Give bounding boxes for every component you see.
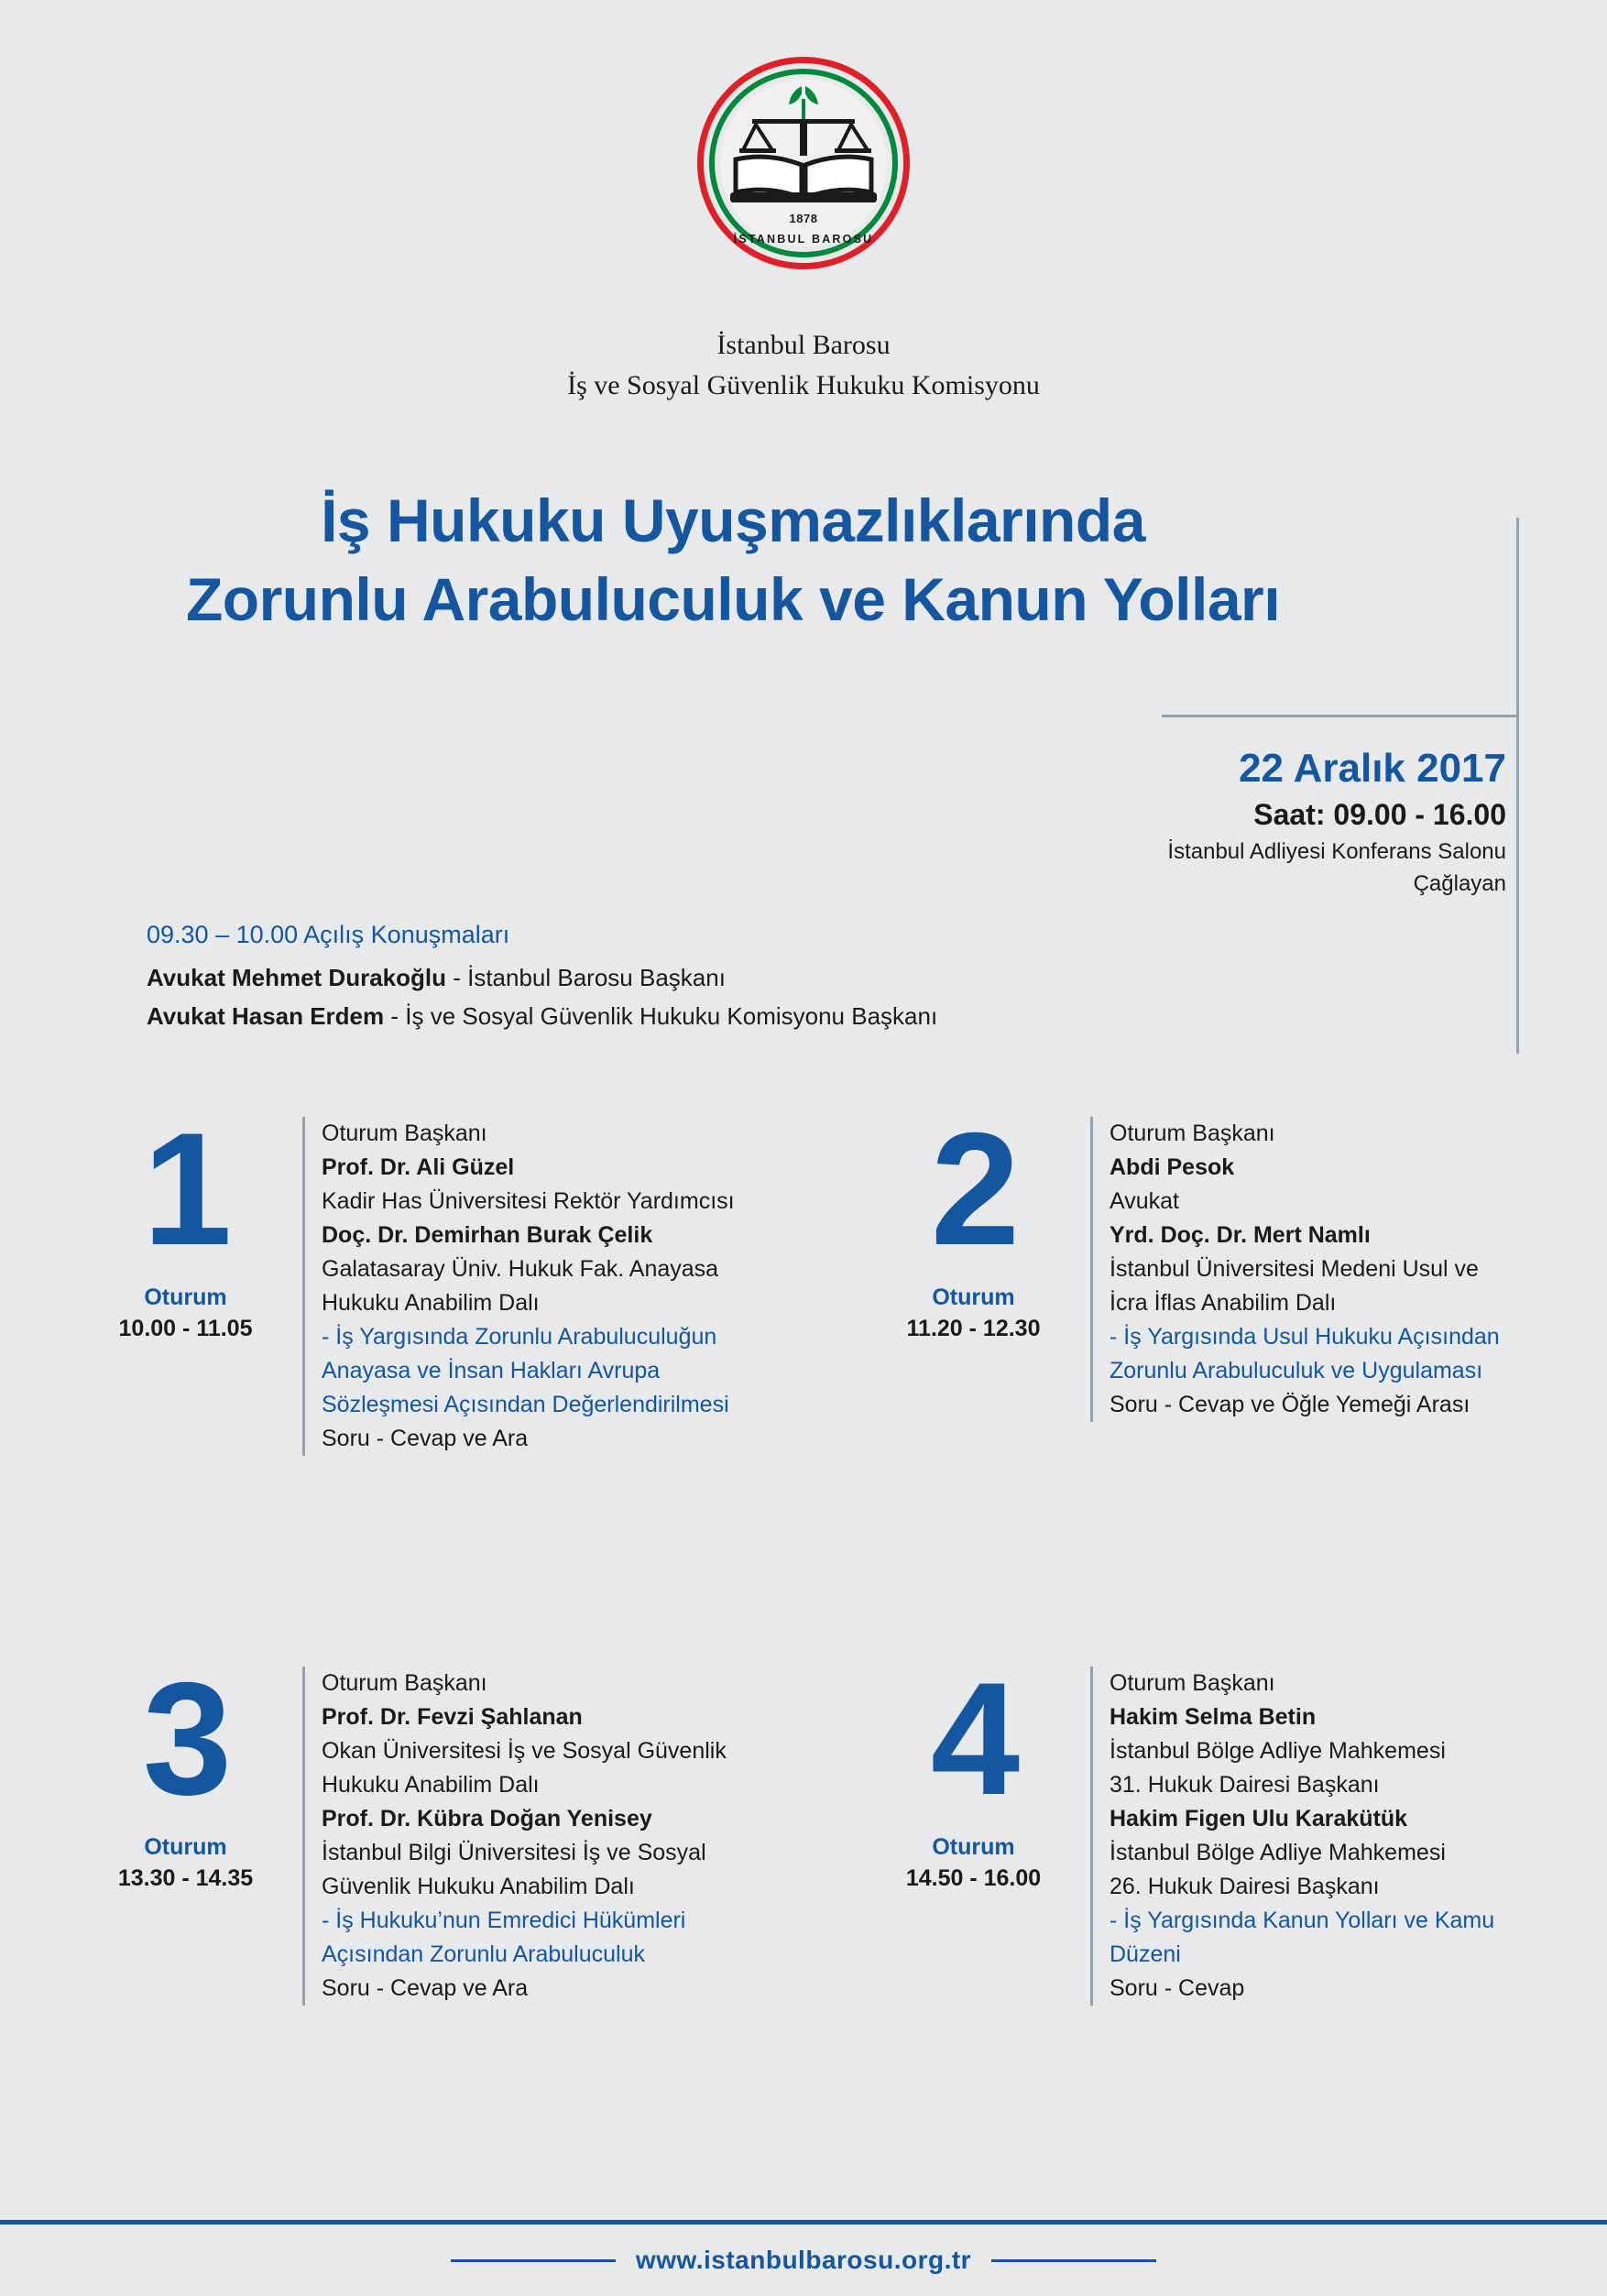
session-line: Sözleşmesi Açısından Değerlendirilmesi [322, 1392, 729, 1417]
footer-rule-left [451, 2259, 616, 2262]
session-line: Galatasaray Üniv. Hukuk Fak. Anayasa [322, 1256, 719, 1282]
session-line: - İş Yargısında Zorunlu Arabuluculuğun [322, 1324, 717, 1350]
session-line: Doç. Dr. Demirhan Burak Çelik [322, 1222, 653, 1248]
session-number: 1 [142, 1100, 229, 1279]
horizontal-divider [1162, 715, 1519, 717]
logo-arc-text: İSTANBUL BAROSU [733, 233, 874, 246]
session-time: 11.20 - 12.30 [906, 1316, 1041, 1341]
session-line: - İş Hukuku’nun Emredici Hükümleri [322, 1908, 686, 1933]
opening-session [147, 916, 937, 1035]
scales-of-justice-icon [721, 79, 886, 216]
session-line: İstanbul Üniversitesi Medeni Usul ve [1110, 1256, 1479, 1282]
event-date: 22 Aralık 2017 [1239, 746, 1506, 791]
footer [0, 2225, 1607, 2296]
sessions-grid [0, 1100, 1607, 2213]
footer-rule-right [991, 2259, 1156, 2262]
commission-name: İş ve Sosyal Güvenlik Hukuku Komisyonu [567, 370, 1040, 400]
session-line: Okan Üniversitesi İş ve Sosyal Güvenlik [322, 1738, 727, 1764]
logo-container [0, 57, 1607, 274]
logo-year: 1878 [789, 212, 818, 225]
page-title [0, 481, 1466, 639]
website-url[interactable]: www.istanbulbarosu.org.tr [635, 2246, 972, 2274]
session-line: İstanbul Bölge Adliye Mahkemesi [1110, 1738, 1446, 1764]
organization-block [0, 325, 1607, 406]
opening-speaker-row [147, 958, 937, 997]
event-venue: İstanbul Adliyesi Konferans Salonu [1167, 839, 1506, 864]
session-label: Oturum [144, 1285, 227, 1310]
session-line: 31. Hukuk Dairesi Başkanı [1110, 1772, 1380, 1798]
session-label: Oturum [932, 1834, 1015, 1860]
organization-name: İstanbul Barosu [716, 330, 891, 360]
opening-speaker-role: - İstanbul Barosu Başkanı [445, 964, 726, 991]
session-line: Abdi Pesok [1110, 1154, 1235, 1180]
session-line: Prof. Dr. Fevzi Şahlanan [322, 1704, 583, 1730]
session-time: 10.00 - 11.05 [118, 1316, 253, 1341]
session-line: Oturum Başkanı [322, 1670, 487, 1696]
opening-heading: 09.30 – 10.00 Açılış Konuşmaları [147, 921, 510, 948]
session-number: 3 [142, 1650, 229, 1829]
opening-speaker-row [147, 997, 937, 1035]
session-line: Prof. Dr. Ali Güzel [322, 1154, 515, 1180]
session-line: Hukuku Anabilim Dalı [322, 1772, 540, 1798]
session-number: 4 [930, 1650, 1017, 1829]
sessions-row-2 [0, 1650, 1607, 2213]
session-line: Soru - Cevap [1110, 1975, 1245, 2001]
session-line: Oturum Başkanı [1110, 1121, 1275, 1146]
istanbul-barosu-logo [697, 57, 910, 269]
session-line: Anayasa ve İnsan Hakları Avrupa [322, 1358, 661, 1383]
session-line: Prof. Dr. Kübra Doğan Yenisey [322, 1806, 652, 1831]
session-line: Güvenlik Hukuku Anabilim Dalı [322, 1874, 635, 1899]
opening-speaker-name: Avukat Hasan Erdem [147, 1002, 385, 1030]
session-line: Hukuku Anabilim Dalı [322, 1290, 540, 1316]
session-number-column [87, 1650, 284, 1894]
session-details [1090, 1117, 1571, 1422]
session-line: - İş Yargısında Usul Hukuku Açısından [1110, 1324, 1500, 1350]
session-line: İcra İflas Anabilim Dalı [1110, 1290, 1337, 1316]
session-line: Hakim Figen Ulu Karakütük [1110, 1806, 1408, 1831]
session-label: Oturum [144, 1834, 227, 1860]
session-number-column [875, 1100, 1072, 1344]
session-time: 13.30 - 14.35 [117, 1865, 254, 1891]
session-line: Oturum Başkanı [322, 1121, 487, 1146]
session-line: Yrd. Doç. Dr. Mert Namlı [1110, 1222, 1371, 1248]
session-details [302, 1117, 783, 1456]
session-time: 14.50 - 16.00 [905, 1865, 1042, 1891]
event-details [1167, 744, 1506, 900]
session-line: İstanbul Bilgi Üniversitesi İş ve Sosyal [322, 1840, 706, 1865]
session-line: Açısından Zorunlu Arabuluculuk [322, 1941, 645, 1967]
session-details [302, 1667, 783, 2006]
vertical-divider [1516, 518, 1519, 1054]
session-line: - İş Yargısında Kanun Yolları ve Kamu Düzeni [1110, 1908, 1495, 1967]
sessions-row-1 [0, 1100, 1607, 1663]
event-district: Çağlayan [1413, 871, 1506, 896]
session-line: Soru - Cevap ve Ara [322, 1975, 529, 2001]
session-line: 26. Hukuk Dairesi Başkanı [1110, 1874, 1380, 1899]
session-line: Zorunlu Arabuluculuk ve Uygulaması [1110, 1358, 1483, 1383]
session-line: Kadir Has Üniversitesi Rektör Yardımcısı [322, 1188, 735, 1214]
session-number-column [875, 1650, 1072, 1894]
session-line: Avukat [1110, 1188, 1179, 1214]
opening-speaker-role: - İş ve Sosyal Güvenlik Hukuku Komisyonu Başkanı [384, 1002, 938, 1030]
session-number-column [87, 1100, 284, 1344]
session-label: Oturum [932, 1285, 1015, 1310]
event-time: Saat: 09.00 - 16.00 [1253, 798, 1506, 831]
session-line: Soru - Cevap ve Ara [322, 1426, 529, 1451]
session-line: Soru - Cevap ve Öğle Yemeği Arası [1110, 1392, 1470, 1417]
session-details [1090, 1667, 1571, 2006]
opening-speaker-name: Avukat Mehmet Durakoğlu [147, 964, 446, 991]
session-number: 2 [930, 1100, 1017, 1279]
session-line: Oturum Başkanı [1110, 1670, 1275, 1696]
session-line: İstanbul Bölge Adliye Mahkemesi [1110, 1840, 1446, 1865]
title-line-1: İş Hukuku Uyuşmazlıklarında [321, 487, 1145, 554]
title-line-2: Zorunlu Arabuluculuk ve Kanun Yolları [185, 565, 1281, 633]
session-line: Hakim Selma Betin [1110, 1704, 1317, 1730]
